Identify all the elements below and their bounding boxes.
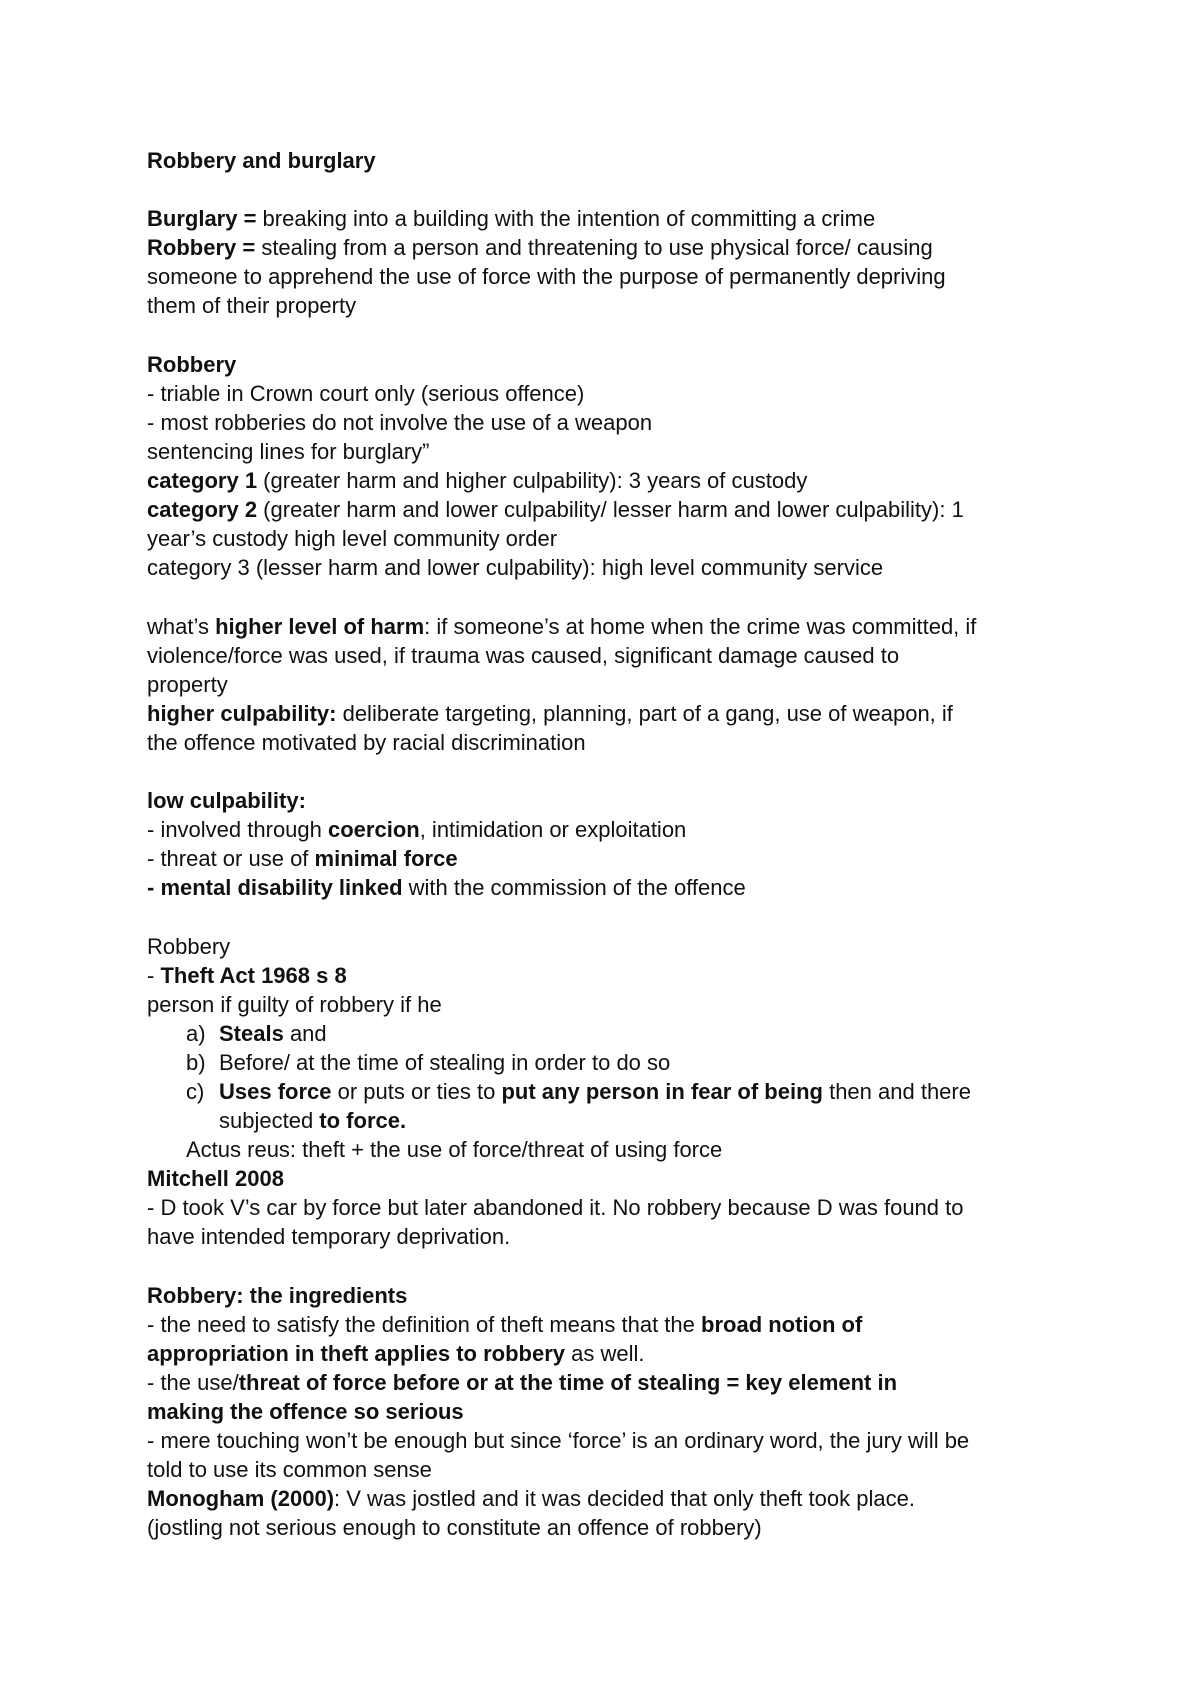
text-line	[147, 1310, 1087, 1339]
text-run: or puts or ties to	[331, 1079, 502, 1104]
text-line	[147, 932, 1087, 961]
list-marker: a)	[186, 1020, 206, 1046]
text-run: Actus reus: theft + the use of force/threat of using force	[186, 1137, 723, 1163]
text-line	[147, 844, 1087, 873]
text-line	[147, 1222, 1087, 1251]
text-run: deliberate targeting, planning, part of a gang, use of weapon, if	[336, 700, 953, 726]
text-line	[147, 1455, 1087, 1484]
text-run: breaking into a building with the intention of committing a crime	[256, 206, 876, 232]
text-line	[147, 728, 1087, 757]
text-run: category 3 (lesser harm and lower culpability): high level community service	[147, 555, 884, 581]
spacer	[147, 582, 1087, 611]
text-run: what’s	[147, 613, 216, 639]
text-run: and	[283, 1020, 327, 1046]
text-run: : if someone’s at home when the crime was committed, if	[424, 613, 977, 639]
text-line	[147, 1339, 1087, 1368]
text-line	[147, 786, 1087, 815]
text-line	[147, 670, 1087, 699]
text-run: - most robberies do not involve the use of a weapon	[147, 409, 653, 435]
text-run: - the need to satisfy the definition of theft means that the	[147, 1311, 702, 1337]
spacer	[147, 321, 1087, 350]
text-line	[147, 1513, 1087, 1542]
text-run: - triable in Crown court only (serious offence)	[147, 380, 585, 406]
text-run: have intended temporary deprivation.	[147, 1224, 511, 1250]
bold-text-run: put any person in fear of being	[501, 1079, 823, 1104]
bold-text-run: Uses force	[219, 1079, 332, 1104]
text-line	[147, 961, 1087, 990]
document-page	[147, 146, 1087, 1543]
text-line	[147, 1397, 1087, 1426]
spacer	[147, 902, 1087, 931]
definitions-block	[147, 204, 1087, 320]
list-item	[147, 1048, 1087, 1077]
text-run: violence/force was used, if trauma was caused, significant damage caused to	[147, 642, 900, 668]
text-line	[147, 350, 1087, 379]
text-run: stealing from a person and threatening to use physical force/ causing	[255, 235, 933, 261]
mitchell-case-block	[147, 1164, 1087, 1251]
text-line	[147, 1164, 1087, 1193]
text-line	[147, 291, 1087, 320]
text-line	[147, 233, 1087, 262]
text-run: -	[147, 962, 161, 988]
bold-text-run: Burglary =	[147, 206, 257, 232]
text-run: told to use its common sense	[147, 1457, 432, 1483]
list-marker: c)	[186, 1079, 205, 1104]
robbery-sentencing-block	[147, 350, 1087, 583]
bold-text-run: appropriation in theft applies to robbery	[147, 1340, 566, 1366]
text-line	[147, 641, 1087, 670]
text-line	[147, 408, 1087, 437]
bold-text-run: low culpability:	[147, 788, 306, 814]
text-line	[147, 437, 1087, 466]
text-run: as well.	[565, 1340, 645, 1366]
bold-text-run: higher level of harm	[215, 613, 425, 639]
bold-text-run: broad notion of	[701, 1311, 863, 1337]
text-line	[147, 379, 1087, 408]
bold-text-run: coercion	[328, 817, 420, 843]
text-line	[147, 204, 1087, 233]
bold-text-run: category 2	[147, 497, 258, 523]
bold-text-run: - mental disability linked	[147, 875, 403, 901]
list-item-line	[219, 1048, 1087, 1077]
text-run: (jostling not serious enough to constitute an offence of robbery)	[147, 1515, 762, 1541]
list-item-line	[219, 1106, 1087, 1135]
harm-culpability-block	[147, 612, 1087, 757]
theft-act-elements-list	[147, 1019, 1087, 1135]
text-line	[147, 524, 1087, 553]
text-run: them of their property	[147, 293, 357, 319]
list-item	[147, 1019, 1087, 1048]
text-run: property	[147, 671, 228, 697]
text-run: someone to apprehend the use of force with the purpose of permanently depriving	[147, 264, 946, 290]
text-run: (greater harm and higher culpability): 3 years of custody	[257, 468, 808, 494]
text-run: person if guilty of robbery if he	[147, 991, 442, 1017]
text-run: sentencing lines for burglary”	[147, 438, 430, 464]
text-run: - threat or use of	[147, 846, 315, 872]
text-line	[147, 873, 1087, 902]
text-line	[147, 495, 1087, 524]
list-item-line	[219, 1019, 1087, 1048]
text-line	[147, 553, 1087, 582]
bold-text-run: higher culpability:	[147, 700, 337, 726]
bold-text-run: threat of force before or at the time of stealing = key element in	[238, 1369, 898, 1395]
spacer	[147, 757, 1087, 786]
text-line	[147, 1281, 1087, 1310]
text-run: - the use/	[147, 1369, 239, 1395]
robbery-ingredients-block	[147, 1281, 1087, 1543]
text-run: (greater harm and lower culpability/ lesser harm and lower culpability): 1	[257, 497, 964, 523]
text-run: , intimidation or exploitation	[419, 817, 687, 843]
text-line	[147, 1484, 1087, 1513]
actus-reus-block	[147, 1135, 1087, 1164]
text-line	[147, 1426, 1087, 1455]
text-line	[147, 262, 1087, 291]
bold-text-run: minimal force	[314, 846, 458, 872]
text-line	[186, 1135, 1087, 1164]
low-culpability-block	[147, 786, 1087, 902]
bold-text-run: to force.	[319, 1108, 407, 1134]
bold-text-run: category 1	[147, 468, 258, 494]
text-run: with the commission of the offence	[402, 875, 746, 901]
list-item-line	[219, 1077, 1087, 1106]
text-run: the offence motivated by racial discrimination	[147, 729, 586, 755]
text-run: : V was jostled and it was decided that only theft took place.	[334, 1486, 915, 1512]
text-line	[147, 1368, 1087, 1397]
text-run: - involved through	[147, 817, 328, 843]
list-item	[147, 1077, 1087, 1135]
text-line	[147, 466, 1087, 495]
text-run: year’s custody high level community order	[147, 526, 558, 552]
bold-text-run: Theft Act 1968 s 8	[160, 962, 347, 988]
text-run: - D took V’s car by force but later abandoned it. No robbery because D was found to	[147, 1195, 964, 1221]
bold-text-run: Robbery =	[147, 235, 256, 261]
spacer	[147, 175, 1087, 204]
text-line	[147, 815, 1087, 844]
text-line	[147, 1193, 1087, 1222]
bold-text-run: Steals	[219, 1020, 284, 1046]
text-line	[147, 612, 1087, 641]
bold-text-run: Robbery	[147, 351, 237, 377]
text-line	[147, 990, 1087, 1019]
list-marker: b)	[186, 1049, 206, 1075]
text-run: Robbery	[147, 933, 231, 959]
text-run: Before/ at the time of stealing in order to do so	[219, 1049, 671, 1075]
bold-text-run: Mitchell 2008	[147, 1166, 284, 1192]
text-run: - mere touching won’t be enough but since ‘force’ is an ordinary word, the jury will be	[147, 1428, 970, 1454]
spacer	[147, 1252, 1087, 1281]
bold-text-run: making the offence so serious	[147, 1399, 464, 1425]
document-title: Robbery and burglary	[147, 148, 376, 173]
text-line	[147, 699, 1087, 728]
bold-text-run: Monogham (2000)	[147, 1486, 335, 1512]
theft-act-intro-block	[147, 932, 1087, 1019]
text-run: then and there	[822, 1079, 971, 1104]
text-run: subjected	[219, 1108, 320, 1134]
bold-text-run: Robbery: the ingredients	[147, 1282, 408, 1308]
